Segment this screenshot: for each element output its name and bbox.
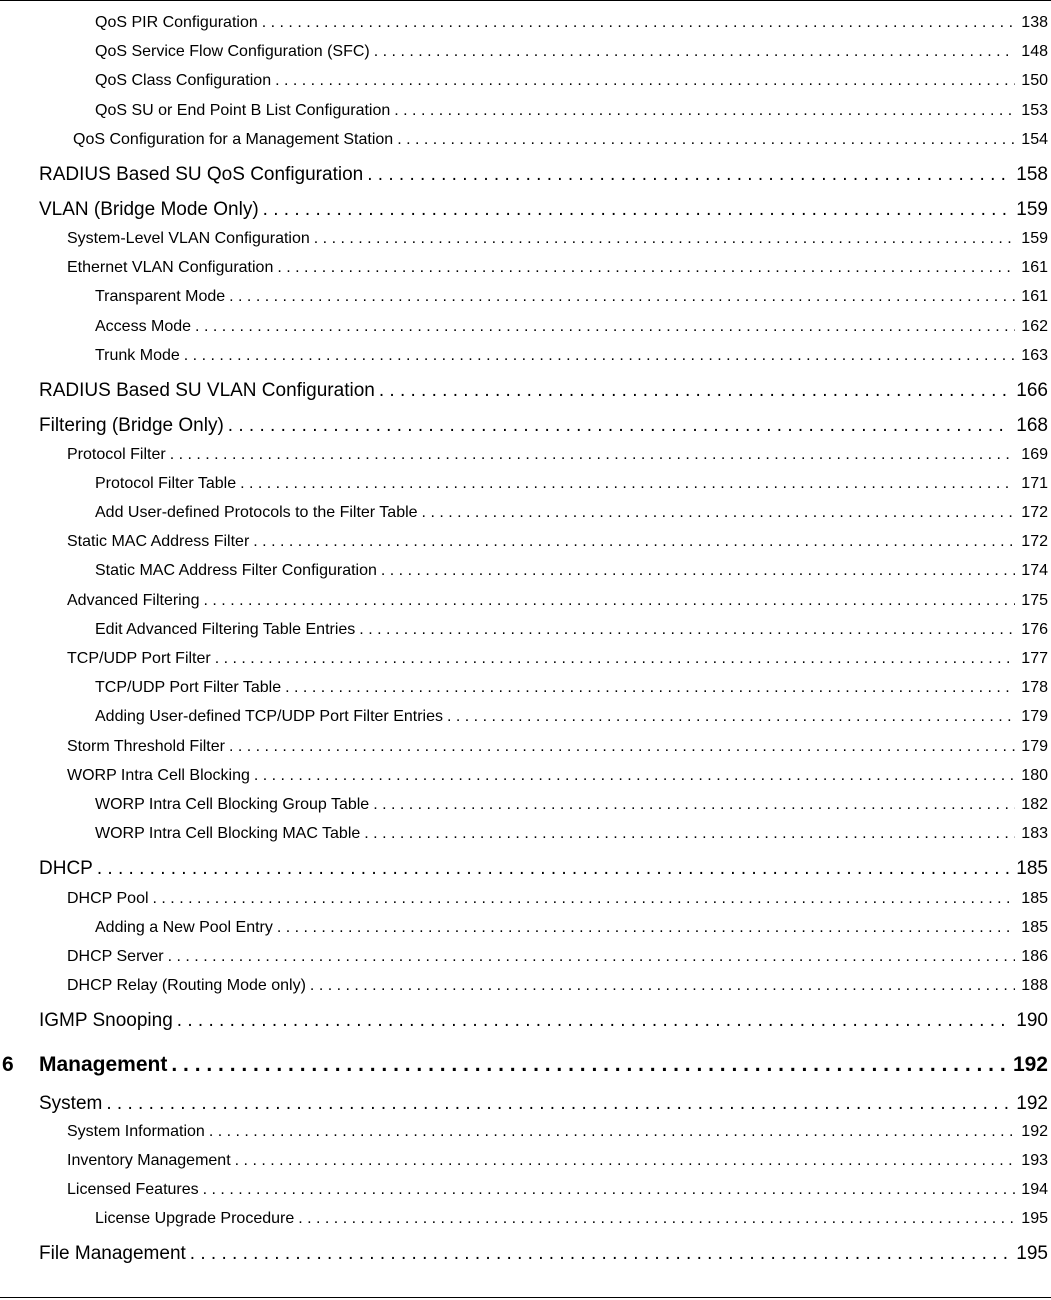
toc-entry[interactable] xyxy=(0,1181,1051,1199)
toc-dot-leader xyxy=(97,858,1010,880)
toc-entry-page: 195 xyxy=(1016,1243,1048,1264)
toc-entry-page: 162 xyxy=(1021,318,1048,335)
toc-dot-leader xyxy=(253,533,1015,551)
toc-entry-title: Edit Advanced Filtering Table Entries xyxy=(95,621,356,638)
toc-entry-title: VLAN (Bridge Mode Only) xyxy=(39,199,259,220)
toc-entry[interactable] xyxy=(0,475,1051,493)
toc-entry-page: 192 xyxy=(1016,1093,1048,1114)
toc-entry-page: 159 xyxy=(1021,230,1048,247)
toc-entry[interactable] xyxy=(0,347,1051,365)
toc-entry-page: 158 xyxy=(1016,164,1048,185)
toc-dot-leader xyxy=(170,446,1016,464)
toc-dot-leader xyxy=(367,164,1010,186)
toc-dot-leader xyxy=(228,415,1011,437)
toc-entry[interactable] xyxy=(0,919,1051,937)
toc-entry-title: Inventory Management xyxy=(67,1152,231,1169)
toc-entry-page: 177 xyxy=(1021,650,1048,667)
toc-entry[interactable] xyxy=(0,708,1051,726)
toc-entry-page: 188 xyxy=(1021,977,1048,994)
toc-entry[interactable] xyxy=(0,164,1051,186)
toc-entry-page: 172 xyxy=(1021,533,1048,550)
toc-entry[interactable] xyxy=(0,72,1051,90)
toc-entry[interactable] xyxy=(0,738,1051,756)
toc-entry[interactable] xyxy=(0,504,1051,522)
toc-entry[interactable] xyxy=(0,230,1051,248)
toc-dot-leader xyxy=(203,1181,1016,1199)
toc-entry-title: Advanced Filtering xyxy=(67,592,200,609)
toc-dot-leader xyxy=(171,1053,1007,1077)
toc-entry-title: QoS SU or End Point B List Configuration xyxy=(95,102,391,119)
toc-dot-leader xyxy=(310,977,1015,995)
toc-entry[interactable] xyxy=(0,199,1051,221)
toc-entry-page: 171 xyxy=(1021,475,1048,492)
toc-dot-leader xyxy=(275,72,1015,90)
toc-entry-page: 185 xyxy=(1021,919,1048,936)
toc-entry[interactable] xyxy=(0,1093,1051,1115)
toc-entry-page: 166 xyxy=(1016,380,1048,401)
toc-dot-leader xyxy=(190,1243,1011,1265)
toc-entry-title: Static MAC Address Filter xyxy=(67,533,250,550)
bottom-rule xyxy=(0,1297,1051,1298)
toc-entry-page: 176 xyxy=(1021,621,1048,638)
toc-entry[interactable] xyxy=(0,650,1051,668)
toc-entry-page: 183 xyxy=(1021,825,1048,842)
toc-entry-page: 138 xyxy=(1021,14,1048,31)
toc-entry-page: 168 xyxy=(1016,415,1048,436)
toc-entry-title: System-Level VLAN Configuration xyxy=(67,230,310,247)
toc-entry-title: Trunk Mode xyxy=(95,347,180,364)
toc-entry[interactable] xyxy=(0,592,1051,610)
toc-entry[interactable] xyxy=(0,380,1051,402)
toc-entry-page: 178 xyxy=(1021,679,1048,696)
toc-dot-leader xyxy=(263,199,1011,221)
toc-entry[interactable] xyxy=(0,679,1051,697)
toc-dot-leader xyxy=(373,796,1015,814)
toc-entry[interactable] xyxy=(0,318,1051,336)
toc-entry-page: 185 xyxy=(1016,858,1048,879)
toc-entry-title: Transparent Mode xyxy=(95,288,226,305)
toc-entry-title: RADIUS Based SU QoS Configuration xyxy=(39,164,364,185)
toc-entry-page: 195 xyxy=(1021,1210,1048,1227)
toc-entry-title: WORP Intra Cell Blocking xyxy=(67,767,250,784)
toc-entry-title: Licensed Features xyxy=(67,1181,199,1198)
toc-entry-page: 179 xyxy=(1021,738,1048,755)
toc-entry-title: TCP/UDP Port Filter Table xyxy=(95,679,282,696)
toc-entry-title: Filtering (Bridge Only) xyxy=(39,415,224,436)
toc-chapter-entry[interactable] xyxy=(0,1053,1051,1077)
toc-entry-page: 185 xyxy=(1021,890,1048,907)
toc-dot-leader xyxy=(177,1010,1011,1032)
toc-entry-title: Ethernet VLAN Configuration xyxy=(67,259,274,276)
toc-dot-leader xyxy=(215,650,1016,668)
toc-entry[interactable] xyxy=(0,14,1051,32)
toc-entry-page: 190 xyxy=(1016,1010,1048,1031)
toc-dot-leader xyxy=(254,767,1015,785)
toc-entry-title: Add User-defined Protocols to the Filter Table xyxy=(95,504,418,521)
toc-dot-leader xyxy=(240,475,1015,493)
toc-entry[interactable] xyxy=(0,259,1051,277)
toc-entry[interactable] xyxy=(0,977,1051,995)
toc-dot-leader xyxy=(277,919,1015,937)
toc-entry-page: 174 xyxy=(1021,562,1048,579)
toc-entry-title: DHCP Pool xyxy=(67,890,149,907)
toc-dot-leader xyxy=(374,43,1016,61)
toc-entry-page: 186 xyxy=(1021,948,1048,965)
toc-entry-page: 179 xyxy=(1021,708,1048,725)
toc-entry[interactable] xyxy=(0,1010,1051,1032)
toc-entry-page: 148 xyxy=(1021,43,1048,60)
toc-entry[interactable] xyxy=(0,43,1051,61)
toc-entry[interactable] xyxy=(0,890,1051,908)
toc-entry[interactable] xyxy=(0,1123,1051,1141)
toc-entry-title: Management xyxy=(39,1053,168,1076)
toc-dot-leader xyxy=(277,259,1015,277)
toc-dot-leader xyxy=(106,1093,1010,1115)
toc-entry[interactable] xyxy=(0,858,1051,880)
chapter-number: 6 xyxy=(2,1053,14,1076)
toc-dot-leader xyxy=(262,14,1016,32)
toc-entry-title: QoS Class Configuration xyxy=(95,72,272,89)
toc-dot-leader xyxy=(447,708,1015,726)
toc-entry[interactable] xyxy=(0,825,1051,843)
toc-entry-title: Adding User-defined TCP/UDP Port Filter Entries xyxy=(95,708,443,725)
toc-entry[interactable] xyxy=(0,1243,1051,1265)
toc-entry-title: RADIUS Based SU VLAN Configuration xyxy=(39,380,375,401)
toc-entry-title: Access Mode xyxy=(95,318,192,335)
toc-entry-page: 154 xyxy=(1021,131,1048,148)
toc-dot-leader xyxy=(209,1123,1015,1141)
toc-entry[interactable] xyxy=(0,102,1051,120)
toc-dot-leader xyxy=(229,738,1015,756)
toc-entry-title: QoS Configuration for a Management Station xyxy=(73,131,394,148)
toc-entry[interactable] xyxy=(0,948,1051,966)
toc-entry-title: Static MAC Address Filter Configuration xyxy=(95,562,377,579)
toc-entry-page: 192 xyxy=(1012,1053,1048,1076)
toc-entry-title: File Management xyxy=(39,1243,186,1264)
toc-entry-title: DHCP Relay (Routing Mode only) xyxy=(67,977,306,994)
toc-entry[interactable] xyxy=(0,533,1051,551)
toc-entry-title: Storm Threshold Filter xyxy=(67,738,225,755)
toc-entry-title: License Upgrade Procedure xyxy=(95,1210,295,1227)
toc-entry-title: WORP Intra Cell Blocking MAC Table xyxy=(95,825,361,842)
toc-dot-leader xyxy=(195,318,1015,336)
toc-entry[interactable] xyxy=(0,562,1051,580)
toc-entry-title: TCP/UDP Port Filter xyxy=(67,650,211,667)
toc-entry[interactable] xyxy=(0,767,1051,785)
toc-entry[interactable] xyxy=(0,288,1051,306)
toc-entry-page: 159 xyxy=(1016,199,1048,220)
toc-entry-title: DHCP Server xyxy=(67,948,164,965)
toc-entry-page: 194 xyxy=(1021,1181,1048,1198)
toc-entry[interactable] xyxy=(0,621,1051,639)
toc-entry-page: 169 xyxy=(1021,446,1048,463)
toc-dot-leader xyxy=(298,1210,1015,1228)
toc-dot-leader xyxy=(359,621,1015,639)
toc-entry-page: 163 xyxy=(1021,347,1048,364)
toc-dot-leader xyxy=(314,230,1016,248)
toc-dot-leader xyxy=(394,102,1015,120)
toc-entry-page: 180 xyxy=(1021,767,1048,784)
toc-dot-leader xyxy=(184,347,1016,365)
toc-entry-title: IGMP Snooping xyxy=(39,1010,173,1031)
toc-entry-title: Protocol Filter xyxy=(67,446,166,463)
toc-dot-leader xyxy=(153,890,1016,908)
toc-dot-leader xyxy=(168,948,1016,966)
toc-entry[interactable] xyxy=(0,1210,1051,1228)
toc-dot-leader xyxy=(285,679,1015,697)
toc-entry-page: 182 xyxy=(1021,796,1048,813)
toc-entry-title: System Information xyxy=(67,1123,205,1140)
toc-entry-page: 172 xyxy=(1021,504,1048,521)
toc-dot-leader xyxy=(397,131,1015,149)
toc-entry-page: 193 xyxy=(1021,1152,1048,1169)
toc-entry[interactable] xyxy=(0,446,1051,464)
toc-dot-leader xyxy=(422,504,1016,522)
toc-entry-title: QoS Service Flow Configuration (SFC) xyxy=(95,43,370,60)
toc-entry-page: 153 xyxy=(1021,102,1048,119)
toc-entry-title: WORP Intra Cell Blocking Group Table xyxy=(95,796,370,813)
toc-entry-page: 161 xyxy=(1021,288,1048,305)
toc-entry-page: 175 xyxy=(1021,592,1048,609)
toc-entry-title: Protocol Filter Table xyxy=(95,475,237,492)
toc-entry-title: QoS PIR Configuration xyxy=(95,14,258,31)
toc-dot-leader xyxy=(204,592,1016,610)
toc-entry-page: 161 xyxy=(1021,259,1048,276)
toc-entry-title: DHCP xyxy=(39,858,93,879)
toc-dot-leader xyxy=(229,288,1015,306)
toc-dot-leader xyxy=(379,380,1010,402)
toc-entry[interactable] xyxy=(0,796,1051,814)
toc-entry-title: System xyxy=(39,1093,103,1114)
toc-dot-leader xyxy=(364,825,1015,843)
toc-entry-title: Adding a New Pool Entry xyxy=(95,919,273,936)
toc-entry[interactable] xyxy=(0,415,1051,437)
toc-entry[interactable] xyxy=(0,131,1051,149)
toc-dot-leader xyxy=(235,1152,1016,1170)
toc-entry-page: 150 xyxy=(1021,72,1048,89)
toc-entry-page: 192 xyxy=(1021,1123,1048,1140)
toc-dot-leader xyxy=(381,562,1015,580)
toc-entry[interactable] xyxy=(0,1152,1051,1170)
